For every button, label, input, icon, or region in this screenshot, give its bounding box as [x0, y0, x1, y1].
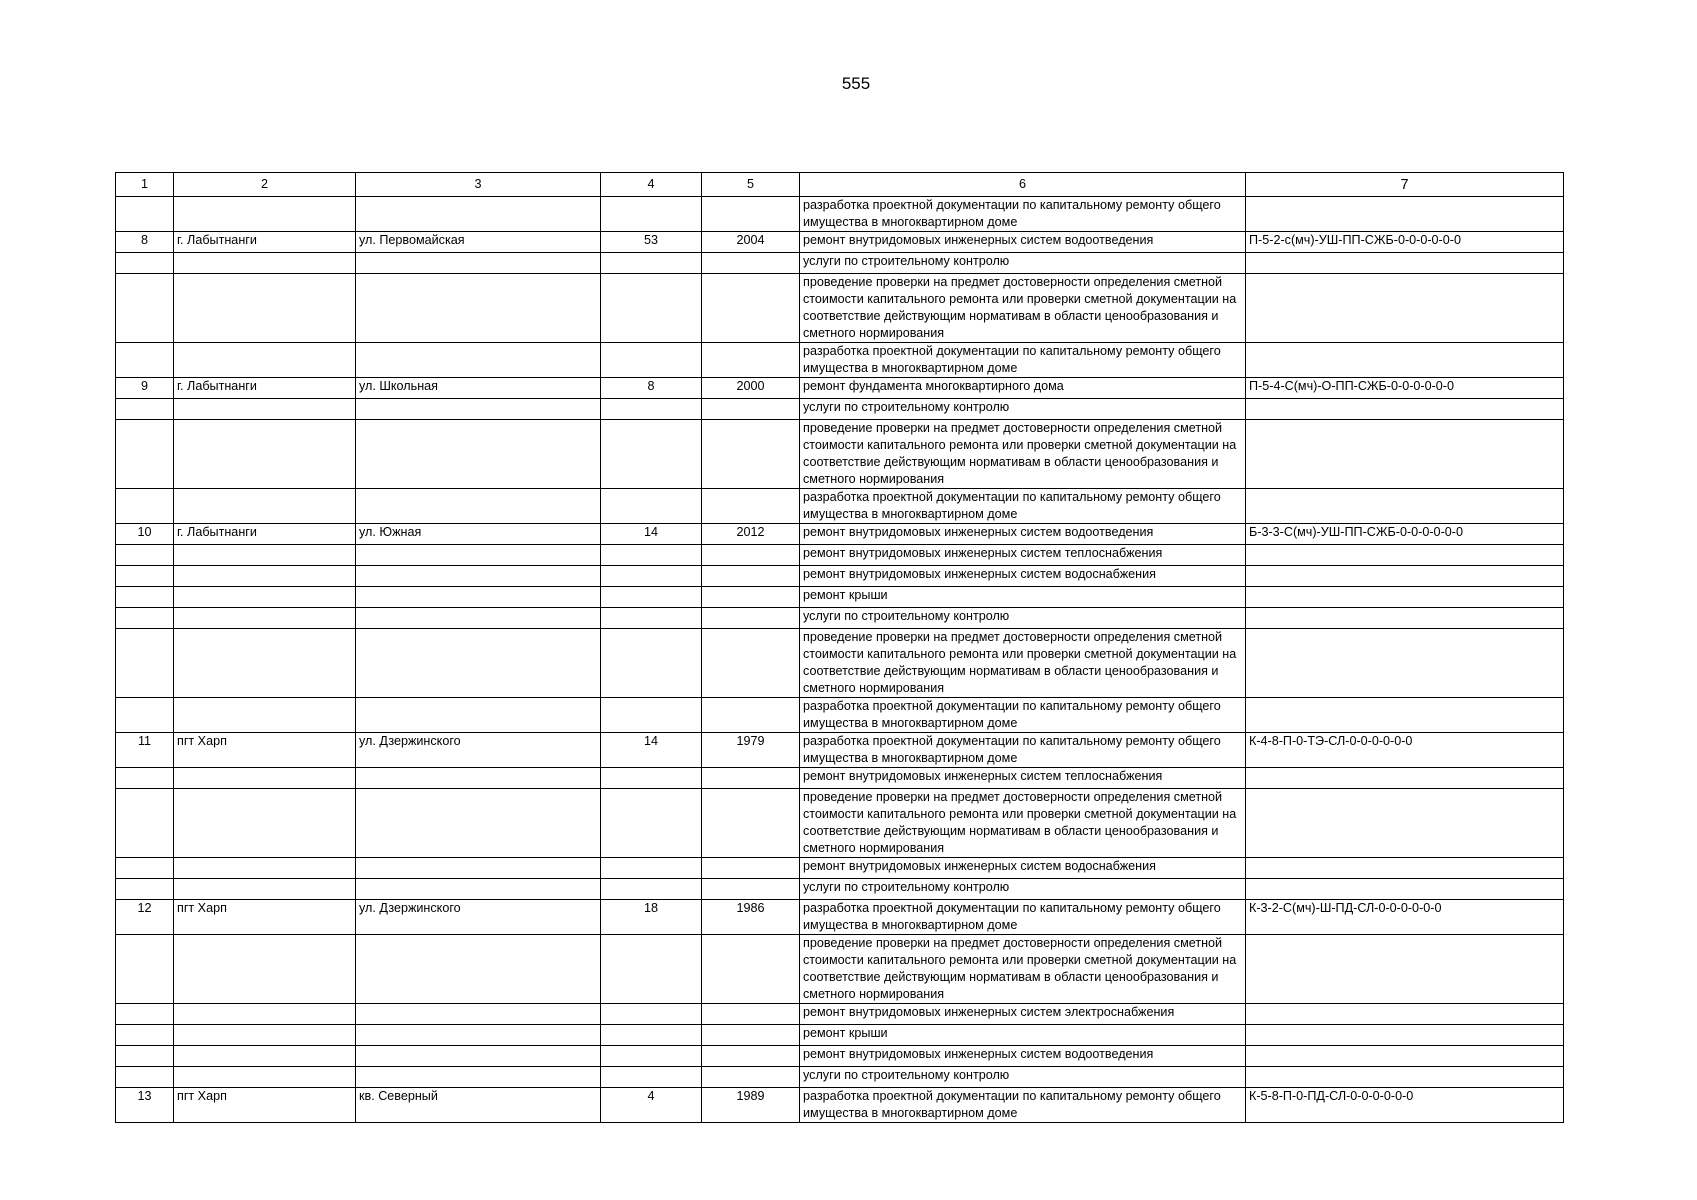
- table-row: [116, 935, 1564, 1004]
- building-code-cell: Б-3-3-С(мч)-УШ-ПП-СЖБ-0-0-0-0-0-0: [1246, 524, 1564, 545]
- year-cell: 1989: [702, 1088, 800, 1123]
- street-cell: [356, 587, 601, 608]
- building-code-cell: [1246, 253, 1564, 274]
- house-number-cell: [601, 879, 702, 900]
- row-number-cell: [116, 608, 174, 629]
- year-cell: 1979: [702, 733, 800, 768]
- building-code-cell: [1246, 399, 1564, 420]
- locality-cell: [174, 420, 356, 489]
- house-number-cell: 14: [601, 524, 702, 545]
- locality-cell: [174, 629, 356, 698]
- locality-cell: г. Лабытнанги: [174, 524, 356, 545]
- locality-cell: [174, 399, 356, 420]
- table-row: [116, 733, 1564, 768]
- year-cell: [702, 343, 800, 378]
- work-type-cell: проведение проверки на предмет достоверности определения сметной стоимости капитального ремонта или проверки сметной документации на соответствие действующим нормативам в области ценообразования и сметного нормирования: [800, 629, 1246, 698]
- street-cell: ул. Первомайская: [356, 232, 601, 253]
- row-number-cell: [116, 566, 174, 587]
- row-number-cell: [116, 629, 174, 698]
- street-cell: [356, 879, 601, 900]
- table-row: [116, 545, 1564, 566]
- year-cell: [702, 489, 800, 524]
- table-row: [116, 1004, 1564, 1025]
- table-row: [116, 698, 1564, 733]
- street-cell: [356, 545, 601, 566]
- locality-cell: [174, 698, 356, 733]
- table-row: [116, 858, 1564, 879]
- year-cell: [702, 789, 800, 858]
- table-row: [116, 378, 1564, 399]
- house-number-cell: [601, 1025, 702, 1046]
- row-number-cell: [116, 489, 174, 524]
- house-number-cell: [601, 587, 702, 608]
- building-code-cell: [1246, 608, 1564, 629]
- building-code-cell: [1246, 1046, 1564, 1067]
- street-cell: [356, 935, 601, 1004]
- locality-cell: [174, 1025, 356, 1046]
- year-cell: [702, 629, 800, 698]
- building-code-cell: [1246, 879, 1564, 900]
- work-type-cell: ремонт внутридомовых инженерных систем водоснабжения: [800, 566, 1246, 587]
- work-type-cell: ремонт внутридомовых инженерных систем водоотведения: [800, 524, 1246, 545]
- row-number-cell: [116, 858, 174, 879]
- row-number-cell: 11: [116, 733, 174, 768]
- year-cell: [702, 197, 800, 232]
- work-type-cell: ремонт фундамента многоквартирного дома: [800, 378, 1246, 399]
- row-number-cell: [116, 768, 174, 789]
- street-cell: [356, 1004, 601, 1025]
- row-number-cell: [116, 698, 174, 733]
- row-number-cell: [116, 197, 174, 232]
- locality-cell: [174, 566, 356, 587]
- work-type-cell: разработка проектной документации по капитальному ремонту общего имущества в многоквартирном доме: [800, 197, 1246, 232]
- street-cell: [356, 489, 601, 524]
- column-header: 6: [800, 173, 1246, 197]
- locality-cell: [174, 587, 356, 608]
- table-row: [116, 489, 1564, 524]
- building-code-cell: [1246, 935, 1564, 1004]
- year-cell: 2012: [702, 524, 800, 545]
- building-code-cell: [1246, 420, 1564, 489]
- house-number-cell: [601, 420, 702, 489]
- building-code-cell: [1246, 768, 1564, 789]
- street-cell: [356, 253, 601, 274]
- work-type-cell: разработка проектной документации по капитальному ремонту общего имущества в многоквартирном доме: [800, 1088, 1246, 1123]
- building-code-cell: К-3-2-С(мч)-Ш-ПД-СЛ-0-0-0-0-0-0: [1246, 900, 1564, 935]
- work-type-cell: услуги по строительному контролю: [800, 253, 1246, 274]
- street-cell: [356, 399, 601, 420]
- row-number-cell: [116, 1004, 174, 1025]
- building-code-cell: [1246, 566, 1564, 587]
- street-cell: [356, 789, 601, 858]
- work-type-cell: ремонт внутридомовых инженерных систем теплоснабжения: [800, 545, 1246, 566]
- building-code-cell: [1246, 274, 1564, 343]
- row-number-cell: [116, 274, 174, 343]
- locality-cell: [174, 768, 356, 789]
- house-number-cell: [601, 1046, 702, 1067]
- year-cell: 1986: [702, 900, 800, 935]
- work-type-cell: проведение проверки на предмет достоверности определения сметной стоимости капитального ремонта или проверки сметной документации на соответствие действующим нормативам в области ценообразования и сметного нормирования: [800, 935, 1246, 1004]
- row-number-cell: [116, 879, 174, 900]
- building-code-cell: [1246, 343, 1564, 378]
- work-type-cell: разработка проектной документации по капитальному ремонту общего имущества в многоквартирном доме: [800, 698, 1246, 733]
- row-number-cell: 9: [116, 378, 174, 399]
- year-cell: [702, 1004, 800, 1025]
- locality-cell: [174, 1067, 356, 1088]
- column-header: 4: [601, 173, 702, 197]
- street-cell: [356, 197, 601, 232]
- table-row: [116, 274, 1564, 343]
- year-cell: 2000: [702, 378, 800, 399]
- street-cell: [356, 420, 601, 489]
- year-cell: [702, 1067, 800, 1088]
- work-type-cell: разработка проектной документации по капитальному ремонту общего имущества в многоквартирном доме: [800, 343, 1246, 378]
- year-cell: [702, 399, 800, 420]
- street-cell: [356, 858, 601, 879]
- column-header: 3: [356, 173, 601, 197]
- locality-cell: [174, 343, 356, 378]
- year-cell: [702, 768, 800, 789]
- work-type-cell: услуги по строительному контролю: [800, 879, 1246, 900]
- house-number-cell: [601, 197, 702, 232]
- year-cell: [702, 566, 800, 587]
- locality-cell: [174, 879, 356, 900]
- column-header: 1: [116, 173, 174, 197]
- building-code-cell: [1246, 789, 1564, 858]
- row-number-cell: 10: [116, 524, 174, 545]
- locality-cell: [174, 1046, 356, 1067]
- table-row: [116, 879, 1564, 900]
- street-cell: [356, 698, 601, 733]
- street-cell: [356, 274, 601, 343]
- work-type-cell: разработка проектной документации по капитальному ремонту общего имущества в многоквартирном доме: [800, 489, 1246, 524]
- street-cell: ул. Школьная: [356, 378, 601, 399]
- table-row: [116, 343, 1564, 378]
- column-number-row: [116, 173, 1564, 197]
- street-cell: [356, 566, 601, 587]
- house-number-cell: [601, 858, 702, 879]
- house-number-cell: [601, 1004, 702, 1025]
- building-code-cell: [1246, 1025, 1564, 1046]
- locality-cell: [174, 197, 356, 232]
- row-number-cell: [116, 935, 174, 1004]
- year-cell: [702, 587, 800, 608]
- work-type-cell: услуги по строительному контролю: [800, 1067, 1246, 1088]
- row-number-cell: 8: [116, 232, 174, 253]
- year-cell: [702, 858, 800, 879]
- locality-cell: [174, 935, 356, 1004]
- work-type-cell: проведение проверки на предмет достоверности определения сметной стоимости капитального ремонта или проверки сметной документации на соответствие действующим нормативам в области ценообразования и сметного нормирования: [800, 274, 1246, 343]
- house-number-cell: [601, 698, 702, 733]
- work-type-cell: услуги по строительному контролю: [800, 608, 1246, 629]
- building-code-cell: [1246, 1004, 1564, 1025]
- table-row: [116, 1067, 1564, 1088]
- work-type-cell: услуги по строительному контролю: [800, 399, 1246, 420]
- street-cell: [356, 1046, 601, 1067]
- row-number-cell: 12: [116, 900, 174, 935]
- building-code-cell: [1246, 587, 1564, 608]
- street-cell: [356, 1067, 601, 1088]
- table-row: [116, 1025, 1564, 1046]
- row-number-cell: [116, 545, 174, 566]
- year-cell: [702, 274, 800, 343]
- table-row: [116, 524, 1564, 545]
- table-row: [116, 232, 1564, 253]
- house-number-cell: [601, 935, 702, 1004]
- locality-cell: г. Лабытнанги: [174, 232, 356, 253]
- street-cell: ул. Южная: [356, 524, 601, 545]
- locality-cell: пгт Харп: [174, 900, 356, 935]
- building-code-cell: [1246, 489, 1564, 524]
- work-type-cell: разработка проектной документации по капитальному ремонту общего имущества в многоквартирном доме: [800, 733, 1246, 768]
- house-number-cell: [601, 768, 702, 789]
- street-cell: [356, 343, 601, 378]
- locality-cell: [174, 489, 356, 524]
- building-code-cell: [1246, 545, 1564, 566]
- house-number-cell: [601, 274, 702, 343]
- table-row: [116, 587, 1564, 608]
- house-number-cell: 14: [601, 733, 702, 768]
- row-number-cell: 13: [116, 1088, 174, 1123]
- row-number-cell: [116, 1046, 174, 1067]
- table-row: [116, 1046, 1564, 1067]
- row-number-cell: [116, 1025, 174, 1046]
- year-cell: [702, 420, 800, 489]
- column-header: 5: [702, 173, 800, 197]
- row-number-cell: [116, 253, 174, 274]
- year-cell: [702, 253, 800, 274]
- street-cell: [356, 1025, 601, 1046]
- year-cell: [702, 935, 800, 1004]
- row-number-cell: [116, 587, 174, 608]
- row-number-cell: [116, 399, 174, 420]
- table-row: [116, 629, 1564, 698]
- row-number-cell: [116, 343, 174, 378]
- year-cell: [702, 879, 800, 900]
- locality-cell: [174, 274, 356, 343]
- building-code-cell: П-5-2-с(мч)-УШ-ПП-СЖБ-0-0-0-0-0-0: [1246, 232, 1564, 253]
- row-number-cell: [116, 420, 174, 489]
- locality-cell: [174, 858, 356, 879]
- table-row: [116, 608, 1564, 629]
- work-type-cell: проведение проверки на предмет достоверности определения сметной стоимости капитального ремонта или проверки сметной документации на соответствие действующим нормативам в области ценообразования и сметного нормирования: [800, 420, 1246, 489]
- locality-cell: [174, 1004, 356, 1025]
- house-number-cell: [601, 608, 702, 629]
- work-type-cell: ремонт крыши: [800, 1025, 1246, 1046]
- house-number-cell: [601, 629, 702, 698]
- table-row: [116, 789, 1564, 858]
- row-number-cell: [116, 1067, 174, 1088]
- building-code-cell: [1246, 698, 1564, 733]
- building-code-cell: К-5-8-П-0-ПД-СЛ-0-0-0-0-0-0: [1246, 1088, 1564, 1123]
- locality-cell: г. Лабытнанги: [174, 378, 356, 399]
- work-type-cell: ремонт внутридомовых инженерных систем электроснабжения: [800, 1004, 1246, 1025]
- building-code-cell: [1246, 629, 1564, 698]
- house-number-cell: [601, 489, 702, 524]
- house-number-cell: [601, 1067, 702, 1088]
- table-row: [116, 566, 1564, 587]
- street-cell: [356, 608, 601, 629]
- house-number-cell: [601, 545, 702, 566]
- table-row: [116, 399, 1564, 420]
- building-code-cell: К-4-8-П-0-ТЭ-СЛ-0-0-0-0-0-0: [1246, 733, 1564, 768]
- year-cell: [702, 1046, 800, 1067]
- table-row: [116, 900, 1564, 935]
- table-row: [116, 1088, 1564, 1123]
- year-cell: [702, 1025, 800, 1046]
- house-number-cell: [601, 343, 702, 378]
- year-cell: 2004: [702, 232, 800, 253]
- locality-cell: [174, 545, 356, 566]
- house-number-cell: 18: [601, 900, 702, 935]
- column-header: 7: [1246, 173, 1564, 197]
- locality-cell: [174, 789, 356, 858]
- street-cell: [356, 768, 601, 789]
- work-type-cell: ремонт внутридомовых инженерных систем водоотведения: [800, 1046, 1246, 1067]
- building-code-cell: [1246, 197, 1564, 232]
- house-number-cell: [601, 789, 702, 858]
- year-cell: [702, 545, 800, 566]
- building-code-cell: [1246, 858, 1564, 879]
- house-number-cell: [601, 566, 702, 587]
- page-number: 555: [841, 74, 871, 93]
- street-cell: ул. Дзержинского: [356, 733, 601, 768]
- locality-cell: [174, 608, 356, 629]
- capital-repair-table: [115, 172, 1564, 1123]
- year-cell: [702, 698, 800, 733]
- building-code-cell: П-5-4-С(мч)-О-ПП-СЖБ-0-0-0-0-0-0: [1246, 378, 1564, 399]
- house-number-cell: 53: [601, 232, 702, 253]
- house-number-cell: 8: [601, 378, 702, 399]
- street-cell: кв. Северный: [356, 1088, 601, 1123]
- street-cell: [356, 629, 601, 698]
- work-type-cell: разработка проектной документации по капитальному ремонту общего имущества в многоквартирном доме: [800, 900, 1246, 935]
- table-row: [116, 197, 1564, 232]
- house-number-cell: [601, 399, 702, 420]
- house-number-cell: 4: [601, 1088, 702, 1123]
- locality-cell: пгт Харп: [174, 1088, 356, 1123]
- building-code-cell: [1246, 1067, 1564, 1088]
- work-type-cell: ремонт внутридомовых инженерных систем теплоснабжения: [800, 768, 1246, 789]
- house-number-cell: [601, 253, 702, 274]
- locality-cell: пгт Харп: [174, 733, 356, 768]
- table-row: [116, 253, 1564, 274]
- column-header: 2: [174, 173, 356, 197]
- street-cell: ул. Дзержинского: [356, 900, 601, 935]
- row-number-cell: [116, 789, 174, 858]
- work-type-cell: проведение проверки на предмет достоверности определения сметной стоимости капитального ремонта или проверки сметной документации на соответствие действующим нормативам в области ценообразования и сметного нормирования: [800, 789, 1246, 858]
- work-type-cell: ремонт внутридомовых инженерных систем водоотведения: [800, 232, 1246, 253]
- work-type-cell: ремонт крыши: [800, 587, 1246, 608]
- work-type-cell: ремонт внутридомовых инженерных систем водоснабжения: [800, 858, 1246, 879]
- locality-cell: [174, 253, 356, 274]
- year-cell: [702, 608, 800, 629]
- table-row: [116, 768, 1564, 789]
- table-row: [116, 420, 1564, 489]
